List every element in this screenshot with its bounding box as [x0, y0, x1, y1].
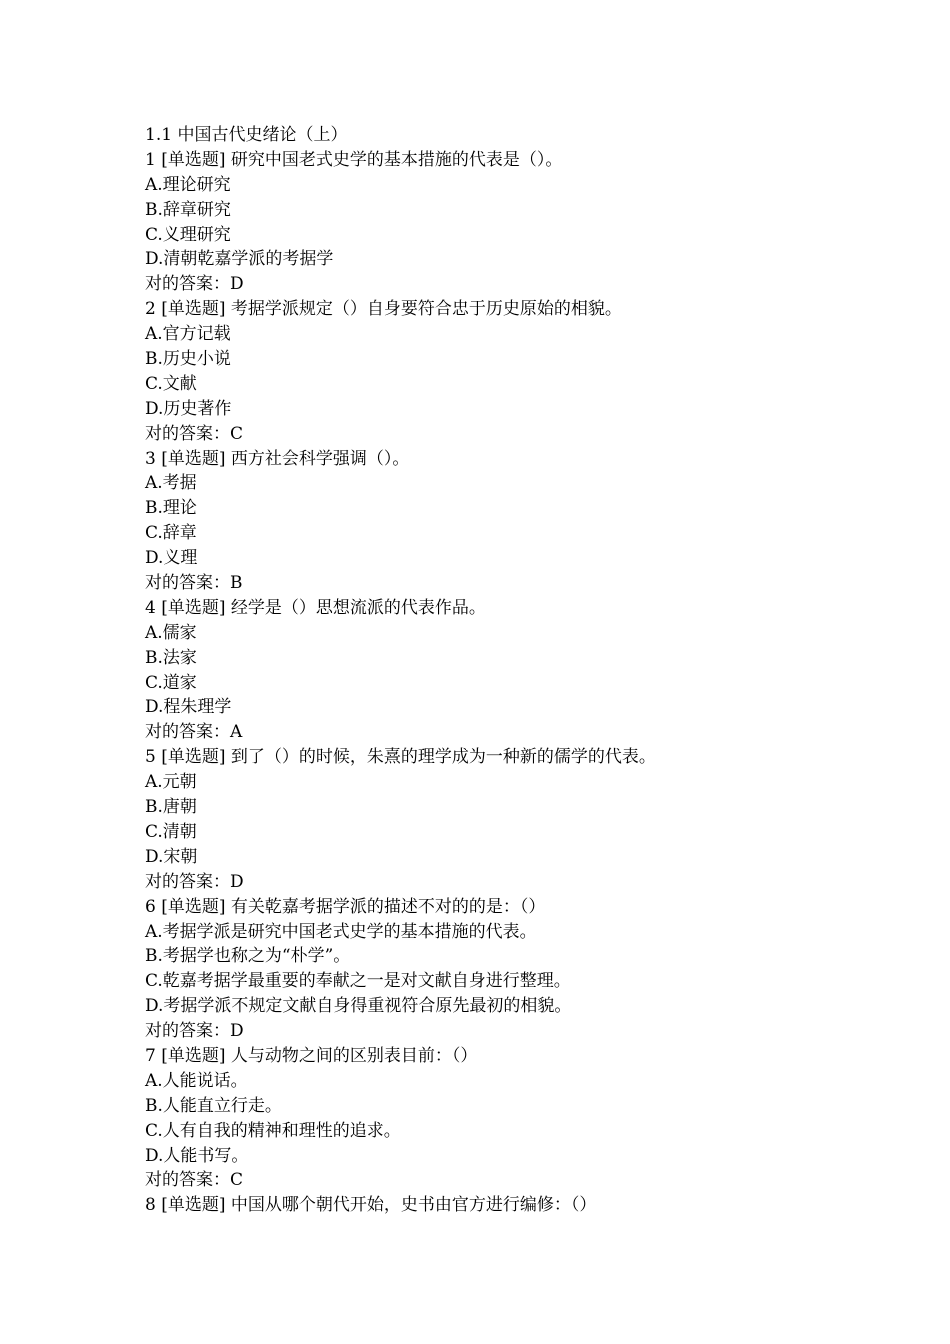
- option-c: C.义理研究: [145, 224, 231, 245]
- correct-answer: 对的答案：C: [145, 423, 244, 444]
- correct-answer: 对的答案：D: [145, 871, 244, 892]
- question-stem: 1 [单选题] 研究中国老式史学的基本措施的代表是（）。: [145, 149, 563, 170]
- option-d: D.历史著作: [145, 398, 232, 419]
- question-block: [145, 447, 905, 596]
- question-stem: 6 [单选题] 有关乾嘉考据学派的描述不对的的是：（）: [145, 896, 546, 917]
- option-b: B.唐朝: [145, 797, 197, 818]
- option-c: C.乾嘉考据学最重要的奉献之一是对文献自身进行整理。: [145, 971, 571, 992]
- option-a: A.官方记载: [145, 324, 231, 345]
- question-block: [145, 895, 905, 1044]
- option-a: A.考据学派是研究中国老式史学的基本措施的代表。: [145, 921, 537, 942]
- option-a: A.人能说话。: [145, 1070, 248, 1091]
- question-stem: 4 [单选题] 经学是（）思想流派的代表作品。: [145, 597, 486, 618]
- correct-answer: 对的答案：B: [145, 573, 243, 594]
- option-b: B.理论: [145, 498, 197, 519]
- option-b: B.法家: [145, 647, 197, 668]
- option-d: D.清朝乾嘉学派的考据学: [145, 249, 334, 270]
- question-block: [145, 148, 905, 297]
- option-b: B.历史小说: [145, 349, 231, 370]
- option-b: B.考据学也称之为“朴学”。: [145, 946, 351, 967]
- option-c: C.人有自我的精神和理性的追求。: [145, 1120, 401, 1141]
- option-b: B.人能直立行走。: [145, 1095, 282, 1116]
- question-stem: 5 [单选题] 到了（）的时候，朱熹的理学成为一种新的儒学的代表。: [145, 747, 656, 768]
- option-c: C.清朝: [145, 821, 197, 842]
- option-b: B.辞章研究: [145, 199, 231, 220]
- option-d: D.考据学派不规定文献自身得重视符合原先最初的相貌。: [145, 996, 572, 1017]
- option-a: A.儒家: [145, 622, 197, 643]
- question-block: [145, 745, 905, 894]
- question-stem: 3 [单选题] 西方社会科学强调（）。: [145, 448, 410, 469]
- question-stem: 7 [单选题] 人与动物之间的区别表目前：（）: [145, 1045, 478, 1066]
- option-d: D.义理: [145, 548, 198, 569]
- question-block: [145, 1044, 905, 1193]
- correct-answer: 对的答案：A: [145, 722, 243, 743]
- option-d: D.程朱理学: [145, 697, 232, 718]
- question-block: [145, 596, 905, 745]
- option-a: A.考据: [145, 473, 197, 494]
- correct-answer: 对的答案：D: [145, 274, 244, 295]
- correct-answer: 对的答案：C: [145, 1170, 244, 1191]
- question-block: [145, 1193, 905, 1218]
- option-c: C.道家: [145, 672, 197, 693]
- document-page: [145, 123, 905, 1218]
- option-d: D.宋朝: [145, 846, 198, 867]
- option-c: C.辞章: [145, 523, 197, 544]
- option-d: D.人能书写。: [145, 1145, 249, 1166]
- question-block: [145, 297, 905, 446]
- option-a: A.理论研究: [145, 174, 231, 195]
- option-c: C.文献: [145, 373, 197, 394]
- section-title: 1.1 中国古代史绪论（上）: [145, 125, 348, 145]
- correct-answer: 对的答案：D: [145, 1021, 244, 1042]
- question-stem: 2 [单选题] 考据学派规定（）自身要符合忠于历史原始的相貌。: [145, 299, 622, 320]
- question-stem: 8 [单选题] 中国从哪个朝代开始，史书由官方进行编修：（）: [145, 1195, 597, 1216]
- option-a: A.元朝: [145, 772, 197, 793]
